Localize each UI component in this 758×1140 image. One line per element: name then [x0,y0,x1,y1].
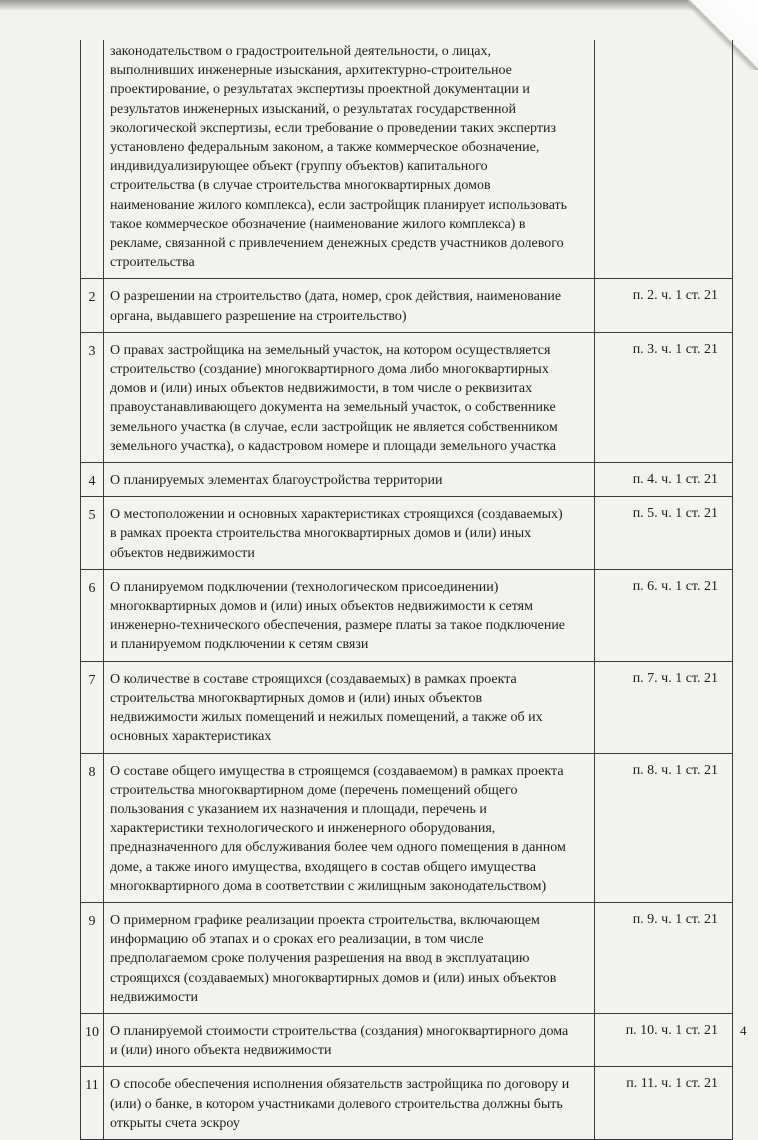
row-description: О составе общего имущества в строящемся (создаваемом) в рамках проекта строительства многоквартирном доме (перечень помещений общего пользования с указанием их назначения и площади, перечень и характеристики технологического и инженерного оборудования, предназначенного для обслуживания более чем одного помещения в данном доме, а также иного имущества, входящего в состав общего имущества многоквартирного дома в соответствии с жилищным законодательством) [104,753,595,902]
row-description: О примерном графике реализации проекта строительства, включающем информацию об этапах и о сроках его реализации, в том числе предполагаемом сроке получения разрешения на ввод в эксплуатацию строящихся (создаваемых) многоквартирных домов и (или) иных объектов недвижимости [104,902,595,1013]
disclosure-table [80,40,733,1140]
row-number: 11 [81,1067,104,1140]
row-description: О планируемом подключении (технологическом присоединении) многоквартирных домов и (или) иных объектов недвижимости к сетям инженерно-технического обеспечения, размере платы за такое подключение и планируемом подключении к сетям связи [104,569,595,661]
row-number: 3 [81,332,104,462]
row-description: О разрешении на строительство (дата, номер, срок действия, наименование органа, выдавшего разрешение на строительство) [104,279,595,332]
row-law-reference: п. 6. ч. 1 ст. 21 [595,569,733,661]
table-row [81,902,733,1013]
row-law-reference: п. 3. ч. 1 ст. 21 [595,332,733,462]
table-row [81,497,733,570]
row-number: 7 [81,661,104,753]
row-law-reference: п. 7. ч. 1 ст. 21 [595,661,733,753]
row-description: О количестве в составе строящихся (создаваемых) в рамках проекта строительства многоквартирных домов и (или) иных объектов недвижимости жилых помещений и нежилых помещений, а также об их основных характеристиках [104,661,595,753]
table-row [81,463,733,497]
table-row [81,661,733,753]
row-law-reference: п. 10. ч. 1 ст. 21 [595,1013,733,1066]
row-description: О планируемой стоимости строительства (создания) многоквартирного дома и (или) иного объекта недвижимости [104,1013,595,1066]
row-description: О местоположении и основных характеристиках строящихся (создаваемых) в рамках проекта строительства многоквартирных домов и (или) иных объектов недвижимости [104,497,595,570]
row-number: 2 [81,279,104,332]
page-number: 4 [740,1023,747,1038]
table-row [81,279,733,332]
row-description: О способе обеспечения исполнения обязательств застройщика по договору и (или) о банке, в котором участниками долевого строительства должны быть открыты счета эскроу [104,1067,595,1140]
table-row [81,569,733,661]
row-description: О планируемых элементах благоустройства территории [104,463,595,497]
row-number: 9 [81,902,104,1013]
row-law-reference: п. 5. ч. 1 ст. 21 [595,497,733,570]
row-law-reference [595,40,733,279]
row-number [81,40,104,279]
table-row [81,332,733,462]
table-row [81,1067,733,1140]
scan-top-shadow [0,0,758,10]
table-row [81,40,733,279]
row-law-reference: п. 11. ч. 1 ст. 21 [595,1067,733,1140]
row-description: законодательством о градостроительной деятельности, о лицах, выполнивших инженерные изыскания, архитектурно-строительное проектирование, о результатах экспертизы проектной документации и результатов инженерных изысканий, о результатах государственной экологической экспертизы, если требование о проведении таких экспертиз установлено федеральным законом, а также коммерческое обозначение, индивидуализирующее объект (группу объектов) капитального строительства (в случае строительства многоквартирных домов наименование жилого комплекса), если застройщик планирует использовать такое коммерческое обозначение (наименование жилого комплекса) в рекламе, связанной с привлечением денежных средств участников долевого строительства [104,40,595,279]
row-law-reference: п. 2. ч. 1 ст. 21 [595,279,733,332]
row-number: 8 [81,753,104,902]
row-number: 6 [81,569,104,661]
row-law-reference: п. 8. ч. 1 ст. 21 [595,753,733,902]
row-description: О правах застройщика на земельный участок, на котором осуществляется строительство (создание) многоквартирного дома либо многоквартирных домов и (или) иных объектов недвижимости, в том числе о реквизитах правоустанавливающего документа на земельный участок, о собственнике земельного участка (в случае, если застройщик не является собственником земельного участка), о кадастровом номере и площади земельного участка [104,332,595,462]
row-law-reference: п. 4. ч. 1 ст. 21 [595,463,733,497]
row-number: 5 [81,497,104,570]
row-law-reference: п. 9. ч. 1 ст. 21 [595,902,733,1013]
table-row [81,753,733,902]
row-number: 4 [81,463,104,497]
row-number: 10 [81,1013,104,1066]
table-row [81,1013,733,1066]
